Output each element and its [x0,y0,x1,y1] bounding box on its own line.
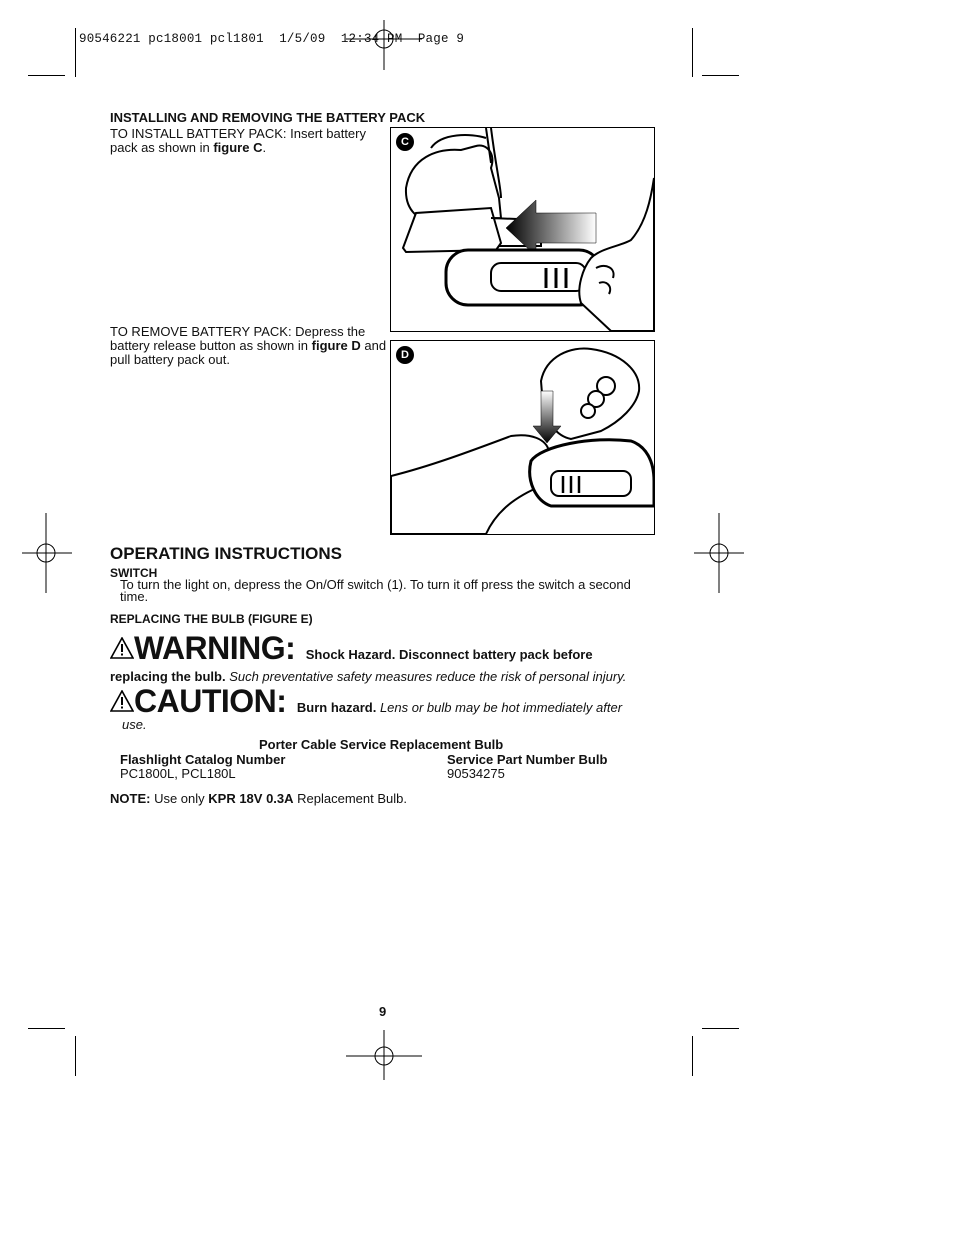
caution-italic-line1: Lens or bulb may be hot immediately after [376,700,623,715]
bulb-table-col1-header: Flashlight Catalog Number [120,752,286,767]
note [110,792,407,806]
warning-continuation [110,670,626,684]
warning-italic: Such preventative safety measures reduce the risk of personal injury. [225,669,627,684]
figure-d-illustration [391,341,654,534]
figure-c-illustration [391,128,654,331]
install-suffix: . [262,140,267,155]
remove-suffix: and pull battery pack out. [110,338,387,367]
install-text: TO INSTALL BATTERY PACK: Insert battery pack as shown in [110,126,366,155]
registration-mark-right [694,513,744,593]
note-post: Replacement Bulb. [293,791,407,806]
caution-bold: Burn hazard. [296,700,377,715]
caution-triangle-icon [110,690,134,712]
remove-text: TO REMOVE BATTERY PACK: Depress the battery release button as shown in [110,324,366,353]
warning-bold-line1: Shock Hazard. Disconnect battery pack before [305,647,593,662]
note-bulb-model: KPR 18V 0.3A [208,791,294,806]
bulb-table-title: Porter Cable Service Replacement Bulb [259,737,504,752]
figure-c-badge: C [396,133,414,151]
figure-d [390,340,655,535]
note-pre: Use only [150,791,209,806]
registration-mark-left [22,513,72,593]
switch-heading: SWITCH [110,566,158,580]
bulb-table-col2-value: 90534275 [447,766,505,781]
battery-section-heading: INSTALLING AND REMOVING THE BATTERY PACK [110,110,426,125]
page-number: 9 [379,1004,387,1019]
note-label: NOTE: [110,791,151,806]
caution-block [110,683,622,720]
install-instructions [110,127,390,155]
bulb-table-col1-value: PC1800L, PCL180L [120,766,236,781]
warning-triangle-icon [110,637,134,659]
registration-mark-bottom [346,1030,422,1080]
figure-d-badge: D [396,346,414,364]
caution-continuation [122,718,147,732]
figure-c [390,127,655,332]
warning-bold-line2: replacing the bulb. [110,669,226,684]
caution-word: CAUTION: [134,683,287,719]
install-figure-ref: figure C [213,140,263,155]
warning-block [110,630,593,667]
bulb-table-col2-header: Service Part Number Bulb [447,752,608,767]
print-slug-line: 90546221 pc18001 pcl1801 1/5/09 12:34 PM Page 9 [79,32,465,46]
warning-word: WARNING: [134,630,296,666]
registration-mark-top [346,20,422,70]
caution-italic-line2: use. [122,717,147,732]
switch-text: To turn the light on, depress the On/Off switch (1). To turn it off press the switch a second time. [120,577,631,604]
remove-figure-ref: figure D [311,338,361,353]
remove-instructions [110,325,388,367]
replacing-bulb-heading: REPLACING THE BULB (FIGURE E) [110,612,313,626]
operating-instructions-heading: OPERATING INSTRUCTIONS [110,544,343,563]
